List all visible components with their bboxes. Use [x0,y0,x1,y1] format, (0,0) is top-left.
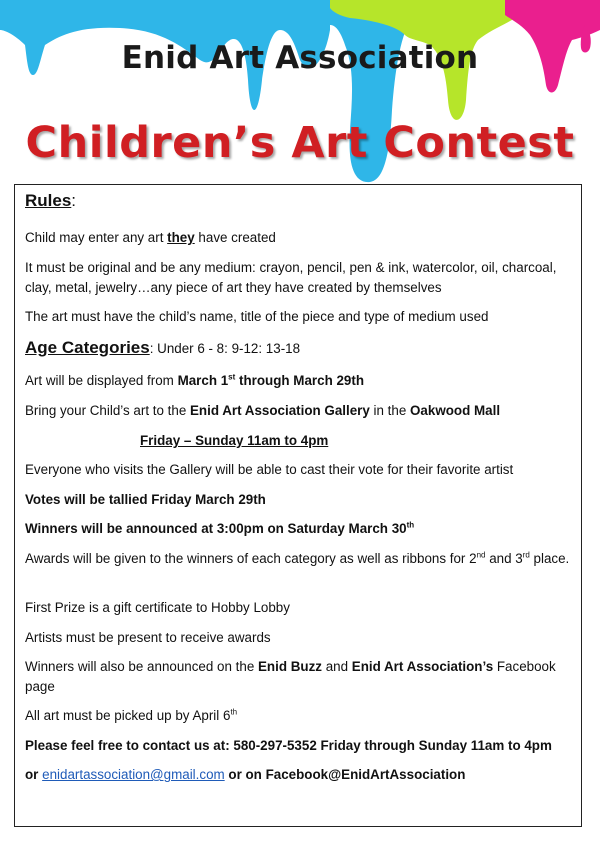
rule-name-title: The art must have the child’s name, title of the piece and type of medium used [25,309,489,324]
bring-art-mid: in the [369,403,411,418]
awards-third-suffix: rd [522,550,530,560]
age-categories-line [25,338,300,358]
first-prize: First Prize is a gift certificate to Hobby Lobby [25,600,290,615]
bring-art-location [25,401,500,420]
contact-phone [25,736,552,755]
bring-art-text: Bring your Child’s art to the [25,403,190,418]
display-date-start-suffix: st [228,372,236,382]
awards-text-end: place. [529,551,570,566]
rules-heading-colon: : [71,191,77,210]
facebook-handle: or on Facebook@EnidArtAssociation [224,767,466,782]
pickup-deadline [25,706,237,725]
announce-text: Winners will also be announced on the [25,659,258,674]
email-link[interactable]: enidartassociation@gmail.com [42,767,225,782]
winners-announced [25,519,414,538]
paint-drip-header [0,0,600,185]
age-categories-heading: Age Categories [25,338,150,357]
gallery-name: Enid Art Association Gallery [189,403,370,418]
votes-tallied [25,490,266,509]
awards-second-suffix: nd [476,550,486,560]
rule-entry [25,228,276,247]
rule-entry-text: Child may enter any art [25,230,168,245]
association-facebook: Enid Art Association’s [351,659,494,674]
awards-info [25,549,573,569]
contact-or: or [25,767,43,782]
pickup-date-suffix: th [230,707,238,717]
announce-and: and [321,659,352,674]
awards-text: Awards will be given to the winners of each category as well as ribbons for 2 [25,551,477,566]
contest-title: Children’s Art Contest [25,118,575,168]
pickup-text: All art must be picked up by April 6 [25,708,231,723]
awards-text-mid: and 3 [485,551,523,566]
enid-buzz: Enid Buzz [258,659,322,674]
display-date-start: March 1 [177,373,229,388]
votes-tallied-text: Votes will be tallied Friday March 29th [25,492,266,507]
rules-heading: Rules [25,191,72,210]
voting-info: Everyone who visits the Gallery will be able to cast their vote for their favorite artist [25,462,514,477]
winners-announcement-channels [25,657,573,697]
display-dates [25,371,364,390]
mall-name: Oakwood Mall [410,403,501,418]
winners-date-suffix: th [406,520,415,530]
rules-box [14,184,582,827]
rules-heading-line [25,191,76,211]
winners-announced-text: Winners will be announced at 3:00pm on Saturday March 30 [25,521,407,536]
organization-title: Enid Art Association [121,40,479,76]
age-categories-values: : Under 6 - 8: 9-12: 13-18 [149,341,301,356]
announce-text-end: Facebook page [25,659,556,694]
rule-medium: It must be original and be any medium: crayon, pencil, pen & ink, watercolor, oil, charcoal, clay, metal, jewelry…any piece of art they have created by themselves [25,260,557,295]
contact-phone-text: Please feel free to contact us at: 580-297-5352 Friday through Sunday 11am to 4pm [25,738,552,753]
gallery-hours-text: Friday – Sunday 11am to 4pm [140,433,329,448]
artists-present: Artists must be present to receive awards [25,630,271,645]
contact-online [25,765,465,784]
rule-entry-text-end: have created [194,230,276,245]
display-date-end: through March 29th [235,373,364,388]
gallery-hours [140,431,328,450]
display-dates-text: Art will be displayed from [25,373,178,388]
rule-entry-emphasis: they [167,230,195,245]
